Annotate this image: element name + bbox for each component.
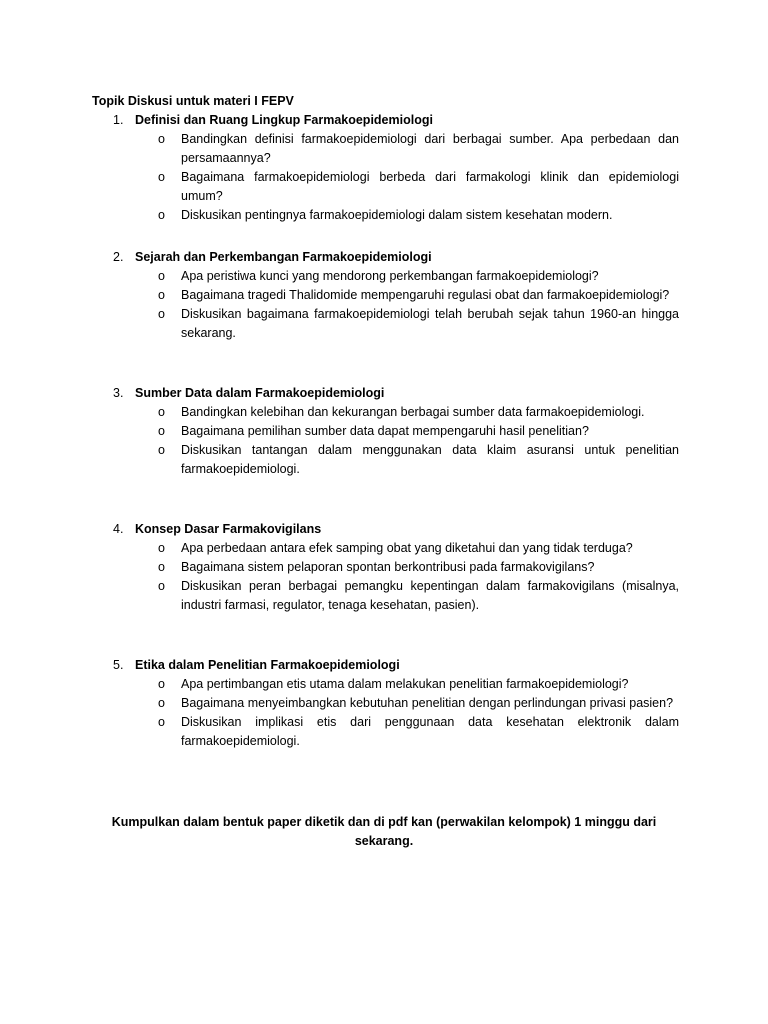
section-4 (113, 520, 679, 615)
section-number: 1. (113, 113, 124, 127)
question-text: Apa peristiwa kunci yang mendorong perkembangan farmakoepidemiologi? (181, 269, 599, 283)
question-text: Apa perbedaan antara efek samping obat yang diketahui dan yang tidak terduga? (181, 541, 633, 555)
question-text: Diskusikan peran berbagai pemangku kepentingan dalam farmakovigilans (misalnya, industri farmasi, regulator, tenaga kesehatan, pasien). (181, 579, 679, 612)
section-title: Sejarah dan Perkembangan Farmakoepidemiologi (135, 250, 432, 264)
question-item (113, 168, 679, 206)
section-3 (113, 384, 679, 479)
question-item (113, 577, 679, 615)
bullet-circle-icon: o (158, 560, 165, 574)
section-title: Definisi dan Ruang Lingkup Farmakoepidemiologi (135, 113, 433, 127)
question-item (113, 267, 679, 286)
question-item (113, 403, 679, 422)
question-text: Apa pertimbangan etis utama dalam melakukan penelitian farmakoepidemiologi? (181, 677, 629, 691)
question-text: Diskusikan pentingnya farmakoepidemiologi dalam sistem kesehatan modern. (181, 208, 613, 222)
question-text: Diskusikan tantangan dalam menggunakan data klaim asuransi untuk penelitian farmakoepidemiologi. (181, 443, 679, 476)
question-text: Bagaimana farmakoepidemiologi berbeda dari farmakologi klinik dan epidemiologi umum? (181, 170, 679, 203)
bullet-circle-icon: o (158, 307, 165, 321)
question-item (113, 441, 679, 479)
question-item (113, 286, 679, 305)
question-list (113, 130, 679, 225)
question-text: Bandingkan definisi farmakoepidemiologi dari berbagai sumber. Apa perbedaan dan persamaannya? (181, 132, 679, 165)
bullet-circle-icon: o (158, 715, 165, 729)
section-number: 5. (113, 658, 124, 672)
bullet-circle-icon: o (158, 170, 165, 184)
section-2 (113, 248, 679, 343)
question-item (113, 422, 679, 441)
section-title: Sumber Data dalam Farmakoepidemiologi (135, 386, 385, 400)
question-item (113, 675, 679, 694)
bullet-circle-icon: o (158, 443, 165, 457)
question-list (113, 403, 679, 479)
bullet-circle-icon: o (158, 405, 165, 419)
section-heading (113, 384, 679, 403)
document-title: Topik Diskusi untuk materi I FEPV (92, 94, 294, 108)
question-item (113, 206, 679, 225)
question-list (113, 539, 679, 615)
bullet-circle-icon: o (158, 579, 165, 593)
section-number: 2. (113, 250, 124, 264)
question-item (113, 694, 679, 713)
submission-instruction: Kumpulkan dalam bentuk paper diketik dan di pdf kan (perwakilan kelompok) 1 minggu dari sekarang. (111, 815, 657, 848)
question-text: Bagaimana menyeimbangkan kebutuhan penelitian dengan perlindungan privasi pasien? (181, 696, 674, 710)
question-text: Bagaimana tragedi Thalidomide mempengaruhi regulasi obat dan farmakoepidemiologi? (181, 288, 670, 302)
bullet-circle-icon: o (158, 288, 165, 302)
question-list (113, 675, 679, 751)
section-number: 4. (113, 522, 124, 536)
bullet-circle-icon: o (158, 424, 165, 438)
question-text: Bagaimana sistem pelaporan spontan berkontribusi pada farmakovigilans? (181, 560, 595, 574)
question-text: Bandingkan kelebihan dan kekurangan berbagai sumber data farmakoepidemiologi. (181, 405, 645, 419)
question-text: Diskusikan bagaimana farmakoepidemiologi telah berubah sejak tahun 1960-an hingga sekarang. (181, 307, 679, 340)
section-heading (113, 520, 679, 539)
section-heading (113, 656, 679, 675)
question-item (113, 305, 679, 343)
bullet-circle-icon: o (158, 696, 165, 710)
section-number: 3. (113, 386, 124, 400)
bullet-circle-icon: o (158, 132, 165, 146)
question-item (113, 539, 679, 558)
question-text: Diskusikan implikasi etis dari penggunaan data kesehatan elektronik dalam farmakoepidemiologi. (181, 715, 679, 748)
bullet-circle-icon: o (158, 541, 165, 555)
section-heading (113, 111, 679, 130)
question-item (113, 130, 679, 168)
section-1 (113, 111, 679, 225)
question-text: Bagaimana pemilihan sumber data dapat mempengaruhi hasil penelitian? (181, 424, 589, 438)
section-heading (113, 248, 679, 267)
question-list (113, 267, 679, 343)
section-5 (113, 656, 679, 751)
bullet-circle-icon: o (158, 208, 165, 222)
bullet-circle-icon: o (158, 677, 165, 691)
section-title: Konsep Dasar Farmakovigilans (135, 522, 322, 536)
question-item (113, 558, 679, 577)
bullet-circle-icon: o (158, 269, 165, 283)
question-item (113, 713, 679, 751)
section-title: Etika dalam Penelitian Farmakoepidemiologi (135, 658, 400, 672)
